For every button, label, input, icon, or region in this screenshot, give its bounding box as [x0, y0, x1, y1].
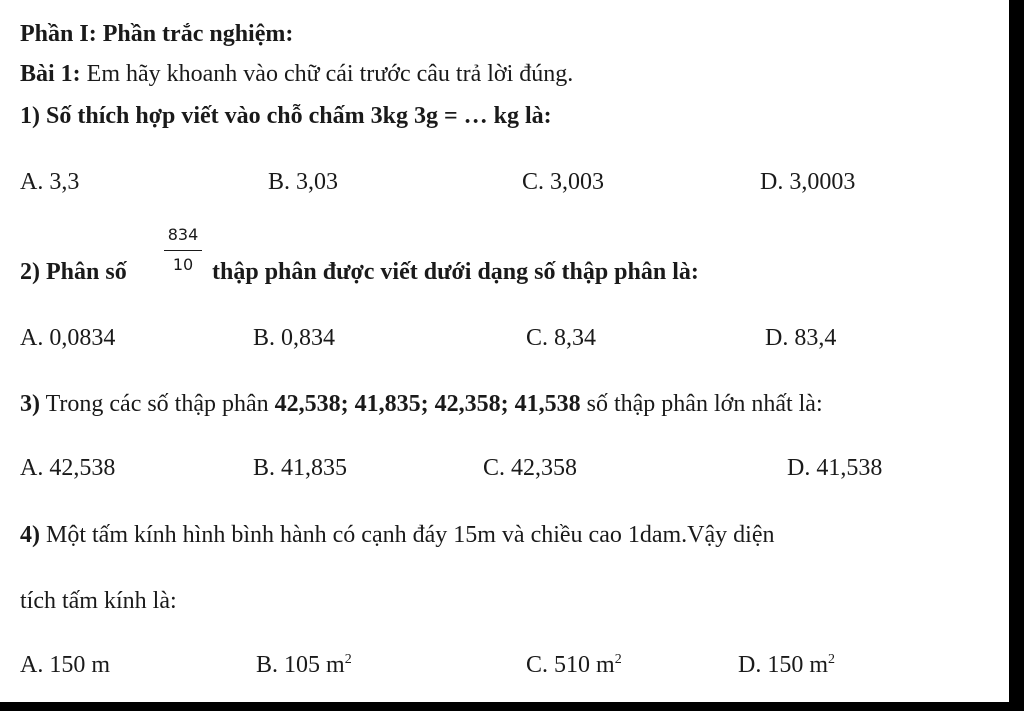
question-2-option-c[interactable]: [526, 324, 596, 352]
option-superscript: 2: [828, 652, 836, 667]
question-3-option-c[interactable]: [483, 454, 577, 482]
option-value: 41,835: [281, 455, 348, 481]
option-letter: A.: [20, 169, 44, 195]
question-2-text-after: thập phân được viết dưới dạng số thập phân là:: [212, 259, 699, 285]
question-1: [20, 102, 552, 130]
question-4-option-c[interactable]: [526, 651, 622, 679]
option-value: 0,0834: [49, 325, 116, 351]
option-value: 8,34: [554, 325, 597, 351]
question-2-option-b[interactable]: [253, 324, 335, 352]
option-letter: A.: [20, 455, 44, 481]
question-3: [20, 390, 823, 418]
fraction-bar: [164, 250, 202, 251]
question-4-option-d[interactable]: [738, 651, 835, 679]
option-letter: B.: [268, 169, 291, 195]
fraction-denominator: 10: [172, 255, 194, 274]
option-letter: B.: [256, 652, 279, 678]
exercise-instruction: [20, 60, 573, 88]
option-value: 83,4: [794, 325, 837, 351]
option-superscript: 2: [344, 652, 352, 667]
part-title: Phần I: Phần trắc nghiệm:: [20, 21, 294, 47]
question-1-option-a[interactable]: [20, 168, 79, 196]
question-3-option-a[interactable]: [20, 454, 115, 482]
question-1-number: 1): [20, 103, 40, 129]
question-4-text-line1: Một tấm kính hình bình hành có cạnh đáy 15m và chiều cao 1dam.Vậy diện: [46, 522, 775, 548]
option-letter: D.: [787, 455, 811, 481]
option-value: 150 m: [49, 652, 111, 678]
question-3-number: 3): [20, 391, 40, 417]
question-3-text-before: Trong các số thập phân: [45, 391, 269, 417]
option-letter: B.: [253, 325, 276, 351]
option-letter: C.: [526, 652, 549, 678]
question-2-text-before: Phân số: [46, 259, 127, 285]
question-2-option-a[interactable]: [20, 324, 115, 352]
option-letter: B.: [253, 455, 276, 481]
option-letter: A.: [20, 325, 44, 351]
question-4-option-a[interactable]: [20, 651, 110, 679]
option-value: 105 m: [284, 652, 345, 678]
question-1-text: Số thích hợp viết vào chỗ chấm 3kg 3g = … kg là:: [46, 103, 552, 129]
exercise-label: Bài 1:: [20, 61, 81, 87]
option-value: 3,03: [296, 169, 339, 195]
question-4: [20, 521, 774, 549]
option-superscript: 2: [614, 652, 622, 667]
question-1-option-b[interactable]: [268, 168, 338, 196]
option-letter: D.: [760, 169, 784, 195]
option-value: 0,834: [281, 325, 336, 351]
option-value: 3,003: [550, 169, 605, 195]
option-letter: D.: [738, 652, 762, 678]
option-value: 150 m: [767, 652, 829, 678]
question-3-option-d[interactable]: [787, 454, 882, 482]
option-value: 42,358: [511, 455, 578, 481]
question-2: [20, 258, 127, 286]
exercise-instruction-text: Em hãy khoanh vào chữ cái trước câu trả lời đúng.: [80, 61, 574, 87]
option-letter: C.: [522, 169, 545, 195]
option-value: 42,538: [49, 455, 116, 481]
question-3-option-b[interactable]: [253, 454, 347, 482]
question-4-text-line2: tích tấm kính là:: [20, 588, 177, 614]
option-letter: A.: [20, 652, 44, 678]
question-3-text-after: số thập phân lớn nhất là:: [586, 391, 823, 417]
question-4-number: 4): [20, 522, 40, 548]
option-letter: C.: [483, 455, 506, 481]
option-value: 41,538: [816, 455, 883, 481]
option-value: 510 m: [554, 652, 615, 678]
question-4-option-b[interactable]: [256, 651, 352, 679]
question-2-option-d[interactable]: [765, 324, 836, 352]
question-2-number: 2): [20, 259, 40, 285]
question-1-option-d[interactable]: [760, 168, 855, 196]
question-1-option-c[interactable]: [522, 168, 604, 196]
option-letter: C.: [526, 325, 549, 351]
option-letter: D.: [765, 325, 789, 351]
question-3-numbers: 42,538; 41,835; 42,358; 41,538: [274, 391, 581, 417]
option-value: 3,3: [49, 169, 80, 195]
fraction: [160, 224, 206, 275]
option-value: 3,0003: [789, 169, 856, 195]
fraction-numerator: 834: [167, 225, 199, 244]
